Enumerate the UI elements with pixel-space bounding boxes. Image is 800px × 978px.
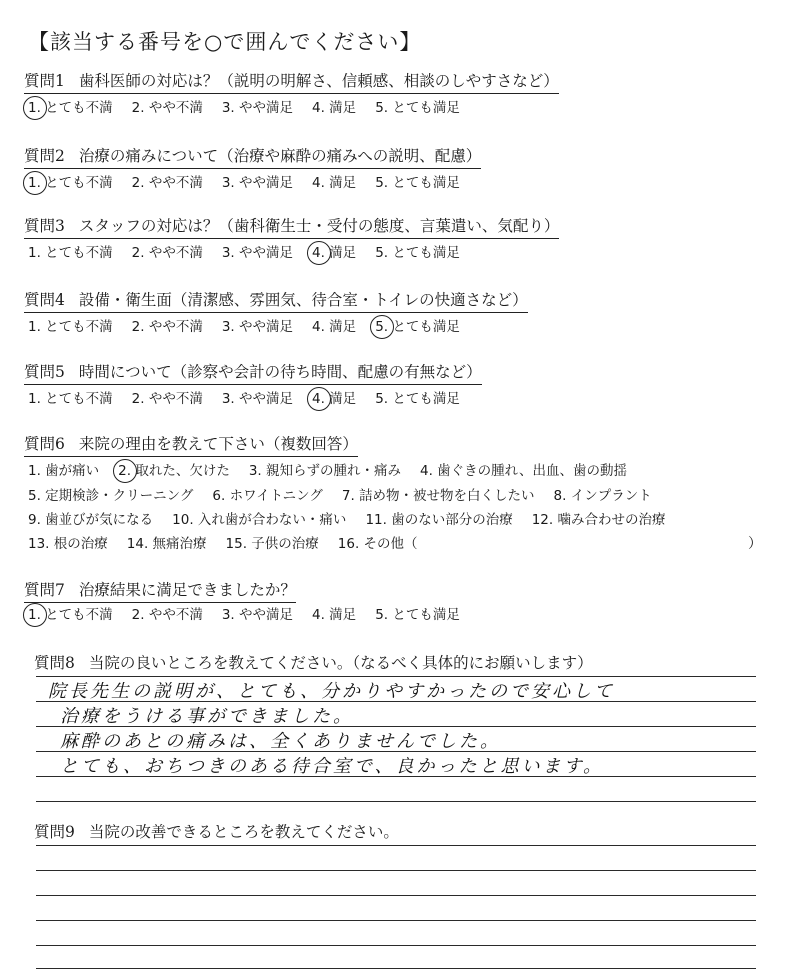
q5-option-4[interactable]: 4. 満足 [312,391,357,407]
reason-14[interactable]: 14. 無痛治療 [126,536,207,552]
q3-option-4[interactable]: 4. 満足 [312,245,357,261]
reason-9[interactable]: 9. 歯並びが気になる [28,512,154,528]
q4-option-4[interactable]: 4. 満足 [312,319,357,335]
question-2-heading [24,146,481,169]
q3-option-5[interactable]: 5. とても満足 [375,245,460,261]
reason-10[interactable]: 10. 入れ歯が合わない・痛い [172,512,347,528]
q3-option-1[interactable]: 1. とても不満 [28,245,113,261]
q4-option-5[interactable]: 5. とても満足 [375,319,460,335]
reason-2[interactable]: 2. 取れた、欠けた [118,463,230,479]
reason-16[interactable]: 16. その他（ [337,536,418,552]
q3-option-2[interactable]: 2. やや不満 [131,245,203,261]
improve-line-4 [36,920,756,921]
improve-line-1 [36,845,756,846]
reason-15[interactable]: 15. 子供の治療 [225,536,319,552]
question-1-text: 歯科医師の対応は？（説明の明解さ、信頼感、相談のしやすさなど） [78,72,559,90]
answer-line-6 [36,801,756,802]
reason-4[interactable]: 4. 歯ぐきの腫れ、出血、歯の動揺 [420,463,627,479]
question-3-text: スタッフの対応は？（歯科衛生士・受付の態度、言葉遣い、気配り） [78,217,560,235]
q2-option-4[interactable]: 4. 満足 [312,175,357,191]
question-3-label: 質問3 [24,217,65,235]
question-4-heading [24,290,528,313]
question-2-text: 治療の痛みについて（治療や麻酔の痛みへの説明、配慮） [78,147,482,165]
question-1-options [28,99,479,117]
q7-option-2[interactable]: 2. やや不満 [131,607,203,623]
reason-13[interactable]: 13. 根の治療 [28,536,108,552]
improve-line-5 [36,945,756,946]
question-3-options [28,244,479,262]
q7-option-3[interactable]: 3. やや満足 [221,607,294,623]
question-5-heading [24,362,482,385]
q1-option-3[interactable]: 3. やや満足 [221,100,294,116]
q7-option-4[interactable]: 4. 満足 [312,607,357,623]
question-7-label: 質問7 [24,581,65,599]
improve-line-6 [36,968,756,969]
reason-12[interactable]: 12. 噛み合わせの治療 [531,512,666,528]
question-1-label: 質問1 [24,72,65,90]
q5-option-5[interactable]: 5. とても満足 [375,391,460,407]
reasons-row-3 [28,511,684,529]
reasons-row-2 [28,487,671,505]
q1-option-4[interactable]: 4. 満足 [312,100,357,116]
question-5-label: 質問5 [24,363,65,381]
question-3-heading [24,216,559,239]
question-4-options [28,318,479,336]
handwritten-answer-line-4: とても、おちつきのある待合室で、良かったと思います。 [60,756,605,777]
question-9-text: 当院の改善できるところを教えてください。 [88,823,399,841]
question-8-label: 質問8 [34,654,75,672]
handwritten-answer-line-3: 麻酔のあとの痛みは、全くありませんでした。 [60,731,501,752]
reason-7[interactable]: 7. 詰め物・被せ物を白くしたい [341,488,535,504]
reasons-row-1 [28,462,646,480]
question-5-options [28,390,479,408]
question-6-text: 来院の理由を教えて下さい（複数回答） [78,435,358,453]
q7-option-1[interactable]: 1. とても不満 [28,607,113,623]
q2-option-5[interactable]: 5. とても満足 [375,175,460,191]
q1-option-1[interactable]: 1. とても不満 [28,100,113,116]
q5-option-1[interactable]: 1. とても不満 [28,391,113,407]
improve-line-3 [36,895,756,896]
reason-1[interactable]: 1. 歯が痛い [28,463,100,479]
question-7-heading [24,580,296,603]
reason-11[interactable]: 11. 歯のない部分の治療 [365,512,513,528]
q4-option-3[interactable]: 3. やや満足 [221,319,294,335]
q1-option-2[interactable]: 2. やや不満 [131,100,203,116]
question-5-text: 時間について（診察や会計の待ち時間、配慮の有無など） [78,363,482,381]
question-8-text: 当院の良いところを教えてください。（なるべく具体的にお願いします） [88,654,593,672]
q4-option-2[interactable]: 2. やや不満 [131,319,203,335]
page-title: 【該当する番号を○で囲んでください】 [28,30,422,54]
question-6-heading [24,434,358,457]
q5-option-3[interactable]: 3. やや満足 [221,391,294,407]
reason-3[interactable]: 3. 親知らずの腫れ・痛み [248,463,402,479]
reason-8[interactable]: 8. インプラント [553,488,652,504]
q7-option-5[interactable]: 5. とても満足 [375,607,460,623]
reason-5[interactable]: 5. 定期検診・クリーニング [28,488,194,504]
q2-option-2[interactable]: 2. やや不満 [131,175,203,191]
question-9-heading [34,820,399,842]
q4-option-1[interactable]: 1. とても不満 [28,319,113,335]
q5-option-2[interactable]: 2. やや不満 [131,391,203,407]
q2-option-3[interactable]: 3. やや満足 [221,175,294,191]
improve-line-2 [36,870,756,871]
question-4-label: 質問4 [24,291,65,309]
other-close-paren: ） [748,536,762,552]
question-2-label: 質問2 [24,147,65,165]
handwritten-answer-line-1: 院長先生の説明が、とても、分かりやすかったので安心して [48,681,615,702]
reason-6[interactable]: 6. ホワイトニング [212,488,323,504]
handwritten-answer-line-2: 治療をうける事ができました。 [60,706,354,727]
q2-option-1[interactable]: 1. とても不満 [28,175,113,191]
q3-option-3[interactable]: 3. やや満足 [221,245,294,261]
question-2-options [28,174,479,192]
question-4-text: 設備・衛生面（清潔感、雰囲気、待合室・トイレの快適さなど） [78,291,528,309]
question-8-heading [34,651,593,673]
q1-option-5[interactable]: 5. とても満足 [375,100,460,116]
question-7-options [28,606,479,624]
question-6-label: 質問6 [24,435,65,453]
question-9-label: 質問9 [34,823,75,841]
question-1-heading [24,71,559,94]
reasons-row-4 [28,535,437,553]
question-7-text: 治療結果に満足できましたか？ [78,581,296,599]
